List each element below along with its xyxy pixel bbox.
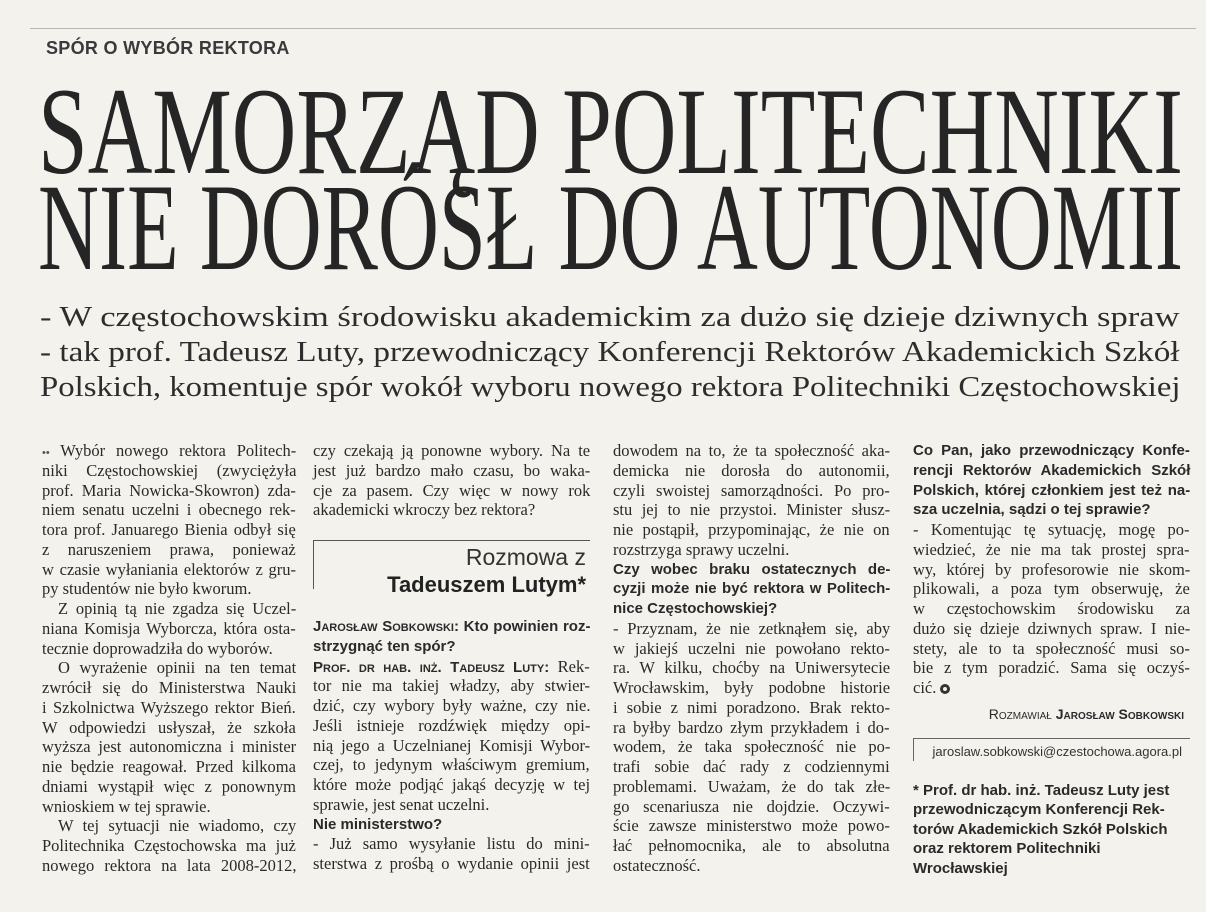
text-line: [613, 500, 890, 520]
text-line: [613, 718, 890, 738]
text-line: [913, 579, 1190, 599]
text-line: [613, 540, 890, 560]
lead-text: - W częstochowskim środowisku akademickim za dużo się dzieje dziwnych spraw: [40, 302, 1180, 333]
text-line: [313, 500, 590, 520]
text-line: [613, 816, 890, 836]
line-text: nią jego a Uczelnianej Komisji Wybor-: [313, 735, 591, 755]
line-text: nowego rektora na lata 2008-2012,: [42, 855, 297, 875]
line-text: plikowali, a poza tym obserwuję, że: [913, 579, 1190, 599]
line-text: Z opinią tą nie zgadza się Uczel-: [58, 599, 297, 618]
section-kicker: SPÓR O WYBÓR REKTORA: [46, 38, 290, 58]
byline-prefix: Rozmawiał: [988, 705, 1056, 722]
line-text: rozstrzyga sprawy uczelni.: [613, 539, 790, 559]
line-text: Wrocławskim, były podobne historie: [613, 678, 891, 697]
text-line: [613, 658, 890, 678]
text-line: [313, 441, 590, 461]
box-rule: [913, 739, 914, 761]
line-text: ra byłby bardzo złym przykładem i do-: [613, 717, 890, 737]
line-text: niem senatu uczelni i obecnego rek-: [42, 500, 296, 520]
bullet-icon: ••: [42, 447, 50, 459]
line-text: Wybór nowego rektora Politech-: [60, 441, 297, 460]
line-text: tor nie ma takiej władzy, aby stwier-: [313, 676, 591, 696]
line-text: w jakiejś uczelni nie powołano rekto-: [613, 638, 890, 658]
line-text: cyzji może nie być rektora w Politech-: [613, 580, 891, 598]
line-text: tecznie doprowadziła do wyborów.: [42, 638, 273, 658]
interview-box: [313, 540, 590, 601]
text-line: [613, 599, 890, 619]
text-line: [613, 441, 890, 461]
text-line: [42, 718, 296, 738]
text-line: [42, 441, 296, 461]
text-line: [913, 481, 1190, 501]
text-line: [913, 599, 1190, 619]
text-line: [313, 461, 590, 481]
text-line: [613, 757, 890, 777]
interviewee-name: Tadeuszem Lutym*: [387, 572, 586, 597]
interview-text: [313, 617, 590, 874]
line-text: dzić, czy wybory były ważne, czy nie.: [313, 696, 591, 715]
text-line: [313, 481, 590, 501]
line-text: wnioskiem w tej sprawie.: [42, 796, 211, 816]
text-line: [913, 658, 1190, 678]
line-text: dużo się dzieje dziwnych spraw. I nie-: [913, 618, 1191, 638]
line-text: niana Komisja Wyborcza, która osta-: [42, 618, 296, 638]
line-text: które może podjąć jakąś decyzję w tej: [313, 775, 591, 794]
text-line: [313, 676, 590, 696]
line-text: niki Częstochowskiej (zwyciężyła: [42, 460, 297, 480]
text-line: [313, 854, 590, 874]
line-text: nie postąpił, przypominając, że nie on: [613, 520, 890, 539]
line-text: akademicki wkroczy bez rektora?: [313, 500, 536, 520]
line-text: ra. W kilku, choćby na Uniwersytecie: [613, 658, 891, 678]
line-text: łać pełnomocnika, ale to absolutna: [613, 836, 890, 855]
text-line: [913, 520, 1190, 540]
text-line: [42, 500, 296, 520]
text-line: [313, 617, 590, 637]
line-text: zwrócił się do Ministerstwa Nauki: [42, 678, 297, 697]
text-line: [42, 777, 296, 797]
article-column-4: [913, 441, 1190, 878]
text-line: [613, 461, 890, 481]
text-line: [42, 520, 296, 540]
headline-text: SAMORZĄD POLITECHNIKI: [38, 63, 1183, 200]
line-text: Polskich, której członkiem jest też na-: [913, 481, 1191, 499]
text-line: [42, 540, 296, 560]
text-line: [313, 657, 590, 677]
text-line: [913, 540, 1190, 560]
text-line: [913, 678, 1190, 698]
box-rule: [313, 541, 314, 589]
text-line: [42, 856, 296, 876]
text-line: [313, 815, 590, 835]
line-text: - Już samo wysyłanie listu do mini-: [313, 834, 590, 854]
text-line: [613, 481, 890, 501]
footnote-line: * Prof. dr hab. inż. Tadeusz Luty jest: [913, 781, 1170, 799]
line-text: bie z tym poradzić. Sama się oczyś-: [913, 658, 1190, 678]
text-line: [42, 619, 296, 639]
column-text: [42, 441, 296, 876]
footnote-line: oraz rektorem Politechniki: [913, 840, 1101, 858]
headline-line-2: [38, 159, 1183, 296]
line-text: jest już bardzo mało czasu, bo waka-: [313, 460, 591, 480]
text-line: [313, 716, 590, 736]
line-text: strzygnąć ten spór?: [313, 637, 456, 655]
text-line: [613, 560, 890, 580]
line-text: cje za pasem. Czy więc w nowy rok: [313, 480, 591, 500]
text-line: [42, 678, 296, 698]
line-text: wodem, że taka społeczność nie po-: [613, 737, 891, 757]
line-text: ście zawsze ministerstwo może powo-: [613, 816, 890, 836]
text-line: [613, 797, 890, 817]
text-line: [313, 775, 590, 795]
line-text: py studentów nie było kworum.: [42, 579, 252, 599]
line-text: Politechnika Częstochowska ma już: [42, 836, 296, 855]
text-line: [313, 696, 590, 716]
line-text: cić.: [913, 678, 937, 697]
line-text: Kto powinien roz-: [458, 618, 591, 635]
line-text: wiedzieć, że nie ma tak prostej spra-: [913, 539, 1190, 559]
text-line: [613, 579, 890, 599]
text-line: [613, 678, 890, 698]
byline: [913, 706, 1190, 726]
line-text: problemami. Uważam, że do tak złe-: [613, 776, 891, 796]
line-text: w czasie wyłaniania elektorów z gru-: [42, 559, 297, 579]
line-text: Nie ministerstwo?: [313, 815, 443, 833]
article-column-2: [313, 441, 590, 874]
footnote-line: Wrocławskiej: [913, 859, 1008, 877]
lead-line-3: [40, 370, 1180, 405]
line-text: stu jej to nie przystoi. Minister słusz-: [613, 500, 891, 520]
line-text: W tej sytuacji nie wiadomo, czy: [58, 816, 297, 836]
lead-line-1: [40, 300, 1180, 335]
text-line: [42, 461, 296, 481]
line-text: O wyrażenie opinii na ten temat: [58, 658, 297, 678]
text-line: [42, 658, 296, 678]
text-line: [42, 737, 296, 757]
line-text: wy, której by profesorowie nie skom-: [913, 559, 1191, 579]
line-text: stety, ale to ta społeczność musi so-: [913, 638, 1190, 658]
text-line: [42, 816, 296, 836]
line-text: Czy wobec braku ostatecznych de-: [613, 560, 891, 578]
line-text: Co Pan, jako przewodniczący Konfe-: [913, 442, 1190, 459]
line-text: tora prof. Januarego Bienia odbył się: [42, 520, 296, 539]
text-line: [42, 599, 296, 619]
line-text: Rek-: [549, 656, 590, 676]
text-line: [42, 698, 296, 718]
line-text: i sobie z nimi poradzono. Brak rekto-: [613, 697, 890, 717]
interview-label: Rozmowa z: [465, 544, 586, 570]
text-line: [42, 579, 296, 599]
lead-line-2: [40, 335, 1180, 370]
interview-text: [613, 441, 890, 876]
line-text: sprawie, jest senat uczelni.: [313, 794, 490, 814]
text-line: [42, 836, 296, 856]
text-line: [42, 639, 296, 659]
footnote: [913, 781, 1190, 879]
text-line: [613, 856, 890, 876]
text-line: [613, 698, 890, 718]
text-line: [42, 560, 296, 580]
line-text: dniami wystąpił więc z ponownym: [42, 776, 296, 796]
text-line: [313, 795, 590, 815]
text-line: [313, 736, 590, 756]
text-line: [613, 836, 890, 856]
line-text: w częstochowskim środowisku za: [913, 599, 1191, 618]
text-line: [613, 520, 890, 540]
line-text: dowodem na to, że ta społeczność aka-: [613, 441, 891, 460]
text-line: [42, 757, 296, 777]
text-line: [313, 834, 590, 854]
text-line: [913, 500, 1190, 520]
line-text: sterstwa z prośbą o wydanie opinii jest: [313, 854, 590, 873]
lead-text: Polskich, komentuje spór wokół wyboru nowego rektora Politechniki Częstochowskiej: [40, 372, 1181, 403]
line-text: i Szkolnictwa Wyższego rektor Bień.: [42, 697, 296, 717]
text-line: [313, 637, 590, 657]
line-text: rencji Rektorów Akademickich Szkół: [913, 461, 1191, 479]
text-line: [613, 737, 890, 757]
footnote-line: przewodniczącym Konferencji Rek-: [913, 801, 1165, 819]
article-column-3: [613, 441, 890, 876]
line-text: czy czekają ją ponowne wybory. Na te: [313, 441, 591, 460]
line-text: czej, to jedynym właściwym gremium,: [313, 755, 590, 775]
text-line: [913, 619, 1190, 639]
article-column-1: [42, 441, 296, 876]
line-text: trafi sobie dać rady z codziennymi: [613, 757, 890, 776]
text-line: [913, 461, 1190, 481]
line-text: go scenariusza nie dojdzie. Oczywi-: [613, 796, 890, 816]
line-text: prof. Maria Nowicka-Skowron) zda-: [42, 480, 296, 500]
text-line: [613, 619, 890, 639]
byline-author: Jarosław Sobkowski: [1055, 705, 1184, 722]
speaker-label: Jarosław Sobkowski:: [313, 618, 459, 635]
line-text: demicka nie dorosła do autonomii,: [613, 460, 890, 480]
text-line: [313, 755, 590, 775]
text-line: [913, 639, 1190, 659]
text-line: [42, 797, 296, 817]
line-text: z naruszeniem prawa, ponieważ: [42, 539, 296, 559]
headline-text: NIE DORÓSŁ DO AUTONOMII: [38, 159, 1183, 296]
email-box: [913, 738, 1190, 765]
top-rule: [30, 28, 1196, 29]
author-email[interactable]: jaroslaw.sobkowski@czestochowa.agora.pl: [932, 743, 1182, 759]
line-text: wyższa jest autonomiczna i minister: [42, 737, 297, 757]
line-text: ostateczność.: [613, 855, 701, 875]
line-text: sza uczelnia, sądzi o tej sprawie?: [913, 501, 1151, 519]
line-text: Jeśli istnieje rozdźwięk między opi-: [313, 715, 591, 735]
interview-text: [913, 441, 1190, 698]
text-line: [613, 777, 890, 797]
line-text: czyli swoistej samorządności. Po pro-: [613, 480, 890, 500]
text-line: [913, 441, 1190, 461]
end-of-article-icon: [940, 684, 950, 694]
text-line: [613, 639, 890, 659]
line-text: nie będzie reagował. Przed kilkoma: [42, 757, 296, 776]
line-text: nice Częstochowskiej?: [613, 600, 778, 617]
text-line: [913, 560, 1190, 580]
line-text: - Przyznam, że nie zetknąłem się, aby: [613, 618, 891, 638]
footnote-line: torów Akademickich Szkół Polskich: [913, 820, 1168, 838]
line-text: W odpowiedzi usłyszał, że szkoła: [42, 717, 296, 737]
text-line: [42, 481, 296, 501]
line-text: - Komentując tę sytuację, mogę po-: [913, 520, 1190, 539]
column-text: [313, 441, 590, 520]
lead-text: - tak prof. Tadeusz Luty, przewodniczący Konferencji Rektorów Akademickich Szkół: [40, 337, 1180, 368]
speaker-label: Prof. dr hab. inż. Tadeusz Luty:: [313, 658, 550, 676]
